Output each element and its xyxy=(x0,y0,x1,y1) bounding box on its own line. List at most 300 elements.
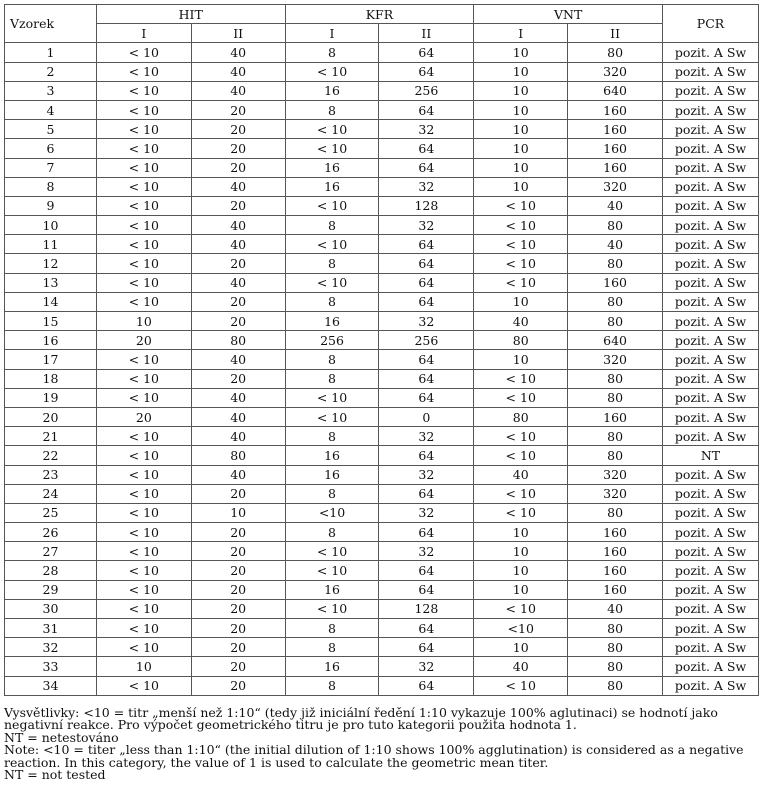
cell-pcr: pozit. A Sw xyxy=(663,139,759,158)
header-row-subgroups xyxy=(5,24,759,43)
cell-kfr-ii: 32 xyxy=(379,216,474,235)
cell-hit-ii: 20 xyxy=(191,369,285,388)
subheader-vnt-i: I xyxy=(474,24,568,43)
cell-vnt-ii: 80 xyxy=(568,292,663,311)
cell-hit-ii: 40 xyxy=(191,407,285,426)
cell-hit-i: < 10 xyxy=(96,196,191,215)
table-row xyxy=(5,158,759,177)
cell-vnt-i: < 10 xyxy=(474,216,568,235)
table-header xyxy=(5,5,759,43)
cell-kfr-i: 8 xyxy=(285,43,379,62)
cell-vnt-i: < 10 xyxy=(474,235,568,254)
cell-kfr-i: 16 xyxy=(285,81,379,100)
cell-kfr-ii: 64 xyxy=(379,388,474,407)
cell-kfr-i: 16 xyxy=(285,657,379,676)
cell-vnt-i: 10 xyxy=(474,139,568,158)
cell-kfr-ii: 64 xyxy=(379,158,474,177)
cell-vnt-ii: 80 xyxy=(568,446,663,465)
cell-vnt-i: < 10 xyxy=(474,369,568,388)
titer-table xyxy=(4,4,759,696)
cell-pcr: pozit. A Sw xyxy=(663,561,759,580)
cell-vnt-ii: 320 xyxy=(568,177,663,196)
cell-vnt-i: < 10 xyxy=(474,676,568,695)
cell-hit-i: < 10 xyxy=(96,542,191,561)
cell-kfr-ii: 32 xyxy=(379,465,474,484)
cell-kfr-i: 8 xyxy=(285,638,379,657)
cell-kfr-ii: 64 xyxy=(379,523,474,542)
cell-vnt-ii: 80 xyxy=(568,43,663,62)
table-row xyxy=(5,292,759,311)
cell-sample-id: 13 xyxy=(5,273,97,292)
cell-hit-i: < 10 xyxy=(96,43,191,62)
cell-hit-ii: 20 xyxy=(191,254,285,273)
cell-pcr: pozit. A Sw xyxy=(663,43,759,62)
table-row xyxy=(5,369,759,388)
cell-sample-id: 19 xyxy=(5,388,97,407)
cell-sample-id: 12 xyxy=(5,254,97,273)
cell-sample-id: 24 xyxy=(5,484,97,503)
sample-header: Vzorek xyxy=(5,5,97,43)
cell-kfr-ii: 32 xyxy=(379,312,474,331)
cell-sample-id: 33 xyxy=(5,657,97,676)
cell-kfr-ii: 256 xyxy=(379,81,474,100)
cell-kfr-i: < 10 xyxy=(285,120,379,139)
cell-vnt-i: 10 xyxy=(474,81,568,100)
cell-kfr-i: 8 xyxy=(285,216,379,235)
footnote-cz-explanation: Vysvětlivky: <10 = titr „menší než 1:10“ (tedy již iniciální ředění 1:10 vykazuje 100% aglutinaci) se hodnotí jako negativní reakce. Pro výpočet geometrického titru je pro tuto kategorii použita hodnota 1. xyxy=(4,705,718,733)
cell-hit-i: < 10 xyxy=(96,465,191,484)
cell-vnt-ii: 80 xyxy=(568,254,663,273)
table-row xyxy=(5,120,759,139)
cell-kfr-ii: 64 xyxy=(379,273,474,292)
cell-kfr-ii: 0 xyxy=(379,407,474,426)
cell-pcr: pozit. A Sw xyxy=(663,484,759,503)
cell-kfr-ii: 64 xyxy=(379,235,474,254)
table-row xyxy=(5,331,759,350)
cell-kfr-i: 8 xyxy=(285,292,379,311)
cell-hit-i: < 10 xyxy=(96,292,191,311)
cell-vnt-ii: 320 xyxy=(568,62,663,81)
cell-pcr: pozit. A Sw xyxy=(663,388,759,407)
cell-hit-ii: 20 xyxy=(191,580,285,599)
table-row xyxy=(5,657,759,676)
pcr-header: PCR xyxy=(663,5,759,43)
cell-vnt-i: <10 xyxy=(474,619,568,638)
cell-kfr-ii: 32 xyxy=(379,120,474,139)
table-row xyxy=(5,638,759,657)
cell-vnt-i: 10 xyxy=(474,292,568,311)
cell-sample-id: 17 xyxy=(5,350,97,369)
cell-sample-id: 6 xyxy=(5,139,97,158)
table-row xyxy=(5,523,759,542)
cell-kfr-i: 8 xyxy=(285,619,379,638)
cell-kfr-i: 256 xyxy=(285,331,379,350)
cell-sample-id: 5 xyxy=(5,120,97,139)
table-row xyxy=(5,139,759,158)
table-row xyxy=(5,312,759,331)
cell-kfr-i: < 10 xyxy=(285,407,379,426)
table-row xyxy=(5,254,759,273)
cell-vnt-i: 10 xyxy=(474,100,568,119)
cell-kfr-i: 8 xyxy=(285,100,379,119)
cell-kfr-ii: 64 xyxy=(379,369,474,388)
footnote-en-explanation: Note: <10 = titer „less than 1:10“ (the initial dilution of 1:10 shows 100% agglutination) is considered as a negative reaction. In this category, the value of 1 is used to calculate the geometric mean titer. xyxy=(4,742,744,770)
cell-vnt-i: < 10 xyxy=(474,503,568,522)
cell-hit-ii: 40 xyxy=(191,427,285,446)
cell-hit-ii: 20 xyxy=(191,542,285,561)
cell-vnt-i: 40 xyxy=(474,465,568,484)
cell-sample-id: 29 xyxy=(5,580,97,599)
cell-hit-ii: 20 xyxy=(191,312,285,331)
cell-hit-ii: 80 xyxy=(191,331,285,350)
cell-kfr-i: 16 xyxy=(285,312,379,331)
cell-kfr-i: 8 xyxy=(285,427,379,446)
cell-kfr-i: 16 xyxy=(285,580,379,599)
cell-hit-i: < 10 xyxy=(96,427,191,446)
cell-kfr-ii: 64 xyxy=(379,350,474,369)
subheader-hit-i: I xyxy=(96,24,191,43)
cell-vnt-ii: 160 xyxy=(568,523,663,542)
cell-pcr: pozit. A Sw xyxy=(663,427,759,446)
cell-sample-id: 20 xyxy=(5,407,97,426)
cell-sample-id: 9 xyxy=(5,196,97,215)
cell-vnt-ii: 80 xyxy=(568,369,663,388)
cell-pcr: pozit. A Sw xyxy=(663,523,759,542)
cell-hit-ii: 20 xyxy=(191,638,285,657)
cell-kfr-i: < 10 xyxy=(285,388,379,407)
cell-hit-i: 10 xyxy=(96,657,191,676)
cell-vnt-i: < 10 xyxy=(474,254,568,273)
cell-hit-ii: 20 xyxy=(191,523,285,542)
cell-vnt-i: 10 xyxy=(474,542,568,561)
cell-vnt-ii: 320 xyxy=(568,465,663,484)
cell-vnt-i: < 10 xyxy=(474,273,568,292)
cell-hit-ii: 40 xyxy=(191,350,285,369)
cell-vnt-i: 40 xyxy=(474,657,568,676)
cell-kfr-i: < 10 xyxy=(285,599,379,618)
cell-pcr: pozit. A Sw xyxy=(663,465,759,484)
cell-kfr-i: 8 xyxy=(285,254,379,273)
table-body xyxy=(5,43,759,695)
cell-kfr-ii: 64 xyxy=(379,62,474,81)
cell-kfr-ii: 32 xyxy=(379,427,474,446)
footnotes xyxy=(4,707,759,781)
footnote-cz-nt: NT = netestováno xyxy=(4,729,119,745)
cell-vnt-ii: 320 xyxy=(568,484,663,503)
cell-sample-id: 28 xyxy=(5,561,97,580)
cell-sample-id: 26 xyxy=(5,523,97,542)
cell-hit-ii: 40 xyxy=(191,235,285,254)
cell-hit-ii: 20 xyxy=(191,139,285,158)
cell-kfr-ii: 64 xyxy=(379,446,474,465)
cell-vnt-ii: 80 xyxy=(568,216,663,235)
cell-pcr: pozit. A Sw xyxy=(663,254,759,273)
cell-hit-i: < 10 xyxy=(96,580,191,599)
table-row xyxy=(5,561,759,580)
group-header-kfr: KFR xyxy=(285,5,474,24)
cell-sample-id: 11 xyxy=(5,235,97,254)
cell-pcr: pozit. A Sw xyxy=(663,369,759,388)
cell-vnt-i: < 10 xyxy=(474,427,568,446)
cell-sample-id: 7 xyxy=(5,158,97,177)
cell-kfr-i: < 10 xyxy=(285,542,379,561)
cell-vnt-i: 10 xyxy=(474,120,568,139)
cell-hit-i: < 10 xyxy=(96,484,191,503)
cell-hit-i: < 10 xyxy=(96,350,191,369)
cell-hit-i: < 10 xyxy=(96,273,191,292)
cell-vnt-ii: 80 xyxy=(568,676,663,695)
cell-hit-i: < 10 xyxy=(96,158,191,177)
cell-kfr-ii: 64 xyxy=(379,43,474,62)
cell-sample-id: 14 xyxy=(5,292,97,311)
table-row xyxy=(5,177,759,196)
cell-kfr-ii: 64 xyxy=(379,638,474,657)
cell-hit-ii: 40 xyxy=(191,81,285,100)
cell-hit-i: 20 xyxy=(96,407,191,426)
table-row xyxy=(5,580,759,599)
table-row xyxy=(5,196,759,215)
cell-pcr: NT xyxy=(663,446,759,465)
cell-hit-ii: 20 xyxy=(191,619,285,638)
cell-pcr: pozit. A Sw xyxy=(663,120,759,139)
cell-vnt-ii: 160 xyxy=(568,158,663,177)
cell-kfr-i: 16 xyxy=(285,158,379,177)
cell-pcr: pozit. A Sw xyxy=(663,62,759,81)
cell-pcr: pozit. A Sw xyxy=(663,273,759,292)
cell-hit-ii: 40 xyxy=(191,465,285,484)
cell-kfr-ii: 64 xyxy=(379,619,474,638)
cell-hit-i: < 10 xyxy=(96,62,191,81)
cell-kfr-i: < 10 xyxy=(285,273,379,292)
cell-vnt-i: 10 xyxy=(474,62,568,81)
cell-vnt-ii: 40 xyxy=(568,196,663,215)
cell-hit-ii: 40 xyxy=(191,273,285,292)
table-row xyxy=(5,446,759,465)
cell-kfr-ii: 32 xyxy=(379,542,474,561)
table-row xyxy=(5,388,759,407)
table-row xyxy=(5,235,759,254)
cell-vnt-ii: 160 xyxy=(568,139,663,158)
cell-kfr-ii: 256 xyxy=(379,331,474,350)
subheader-hit-ii: II xyxy=(191,24,285,43)
cell-vnt-i: 10 xyxy=(474,177,568,196)
cell-kfr-i: 8 xyxy=(285,676,379,695)
cell-pcr: pozit. A Sw xyxy=(663,81,759,100)
cell-vnt-i: 80 xyxy=(474,331,568,350)
cell-hit-i: < 10 xyxy=(96,100,191,119)
cell-vnt-i: 10 xyxy=(474,350,568,369)
cell-sample-id: 4 xyxy=(5,100,97,119)
table-row xyxy=(5,62,759,81)
table-row xyxy=(5,350,759,369)
cell-hit-i: < 10 xyxy=(96,503,191,522)
cell-pcr: pozit. A Sw xyxy=(663,657,759,676)
cell-sample-id: 8 xyxy=(5,177,97,196)
cell-hit-ii: 40 xyxy=(191,388,285,407)
cell-hit-ii: 80 xyxy=(191,446,285,465)
cell-kfr-ii: 128 xyxy=(379,599,474,618)
cell-sample-id: 3 xyxy=(5,81,97,100)
cell-kfr-i: 8 xyxy=(285,484,379,503)
cell-hit-ii: 20 xyxy=(191,561,285,580)
cell-hit-ii: 10 xyxy=(191,503,285,522)
cell-hit-ii: 20 xyxy=(191,676,285,695)
table-row xyxy=(5,484,759,503)
cell-vnt-ii: 320 xyxy=(568,350,663,369)
cell-vnt-ii: 80 xyxy=(568,312,663,331)
cell-hit-i: < 10 xyxy=(96,369,191,388)
cell-pcr: pozit. A Sw xyxy=(663,580,759,599)
table-row xyxy=(5,676,759,695)
cell-sample-id: 18 xyxy=(5,369,97,388)
cell-vnt-i: 10 xyxy=(474,523,568,542)
cell-sample-id: 2 xyxy=(5,62,97,81)
cell-sample-id: 15 xyxy=(5,312,97,331)
cell-vnt-ii: 80 xyxy=(568,638,663,657)
cell-hit-ii: 20 xyxy=(191,158,285,177)
cell-pcr: pozit. A Sw xyxy=(663,100,759,119)
cell-hit-i: < 10 xyxy=(96,446,191,465)
cell-hit-ii: 20 xyxy=(191,599,285,618)
table-row xyxy=(5,503,759,522)
cell-vnt-ii: 80 xyxy=(568,427,663,446)
cell-hit-i: < 10 xyxy=(96,676,191,695)
cell-hit-i: < 10 xyxy=(96,254,191,273)
cell-hit-i: < 10 xyxy=(96,561,191,580)
cell-kfr-ii: 64 xyxy=(379,254,474,273)
cell-hit-ii: 20 xyxy=(191,196,285,215)
table-row xyxy=(5,81,759,100)
cell-sample-id: 31 xyxy=(5,619,97,638)
cell-hit-i: < 10 xyxy=(96,81,191,100)
cell-hit-i: < 10 xyxy=(96,216,191,235)
cell-sample-id: 16 xyxy=(5,331,97,350)
cell-vnt-ii: 640 xyxy=(568,81,663,100)
cell-hit-i: 10 xyxy=(96,312,191,331)
table-row xyxy=(5,273,759,292)
cell-hit-ii: 40 xyxy=(191,62,285,81)
cell-hit-ii: 20 xyxy=(191,484,285,503)
cell-pcr: pozit. A Sw xyxy=(663,158,759,177)
cell-vnt-ii: 80 xyxy=(568,619,663,638)
cell-hit-ii: 40 xyxy=(191,177,285,196)
cell-vnt-i: < 10 xyxy=(474,388,568,407)
cell-sample-id: 30 xyxy=(5,599,97,618)
cell-vnt-i: < 10 xyxy=(474,599,568,618)
cell-hit-ii: 20 xyxy=(191,100,285,119)
cell-hit-i: < 10 xyxy=(96,235,191,254)
cell-kfr-i: 16 xyxy=(285,465,379,484)
cell-hit-i: < 10 xyxy=(96,139,191,158)
cell-kfr-i: <10 xyxy=(285,503,379,522)
cell-vnt-i: 10 xyxy=(474,638,568,657)
cell-sample-id: 27 xyxy=(5,542,97,561)
cell-hit-i: < 10 xyxy=(96,638,191,657)
cell-hit-i: < 10 xyxy=(96,619,191,638)
table-row xyxy=(5,542,759,561)
cell-hit-ii: 40 xyxy=(191,216,285,235)
cell-hit-ii: 20 xyxy=(191,120,285,139)
cell-sample-id: 10 xyxy=(5,216,97,235)
cell-vnt-ii: 160 xyxy=(568,120,663,139)
cell-hit-ii: 20 xyxy=(191,657,285,676)
cell-vnt-ii: 160 xyxy=(568,542,663,561)
cell-vnt-i: < 10 xyxy=(474,446,568,465)
cell-vnt-ii: 40 xyxy=(568,599,663,618)
cell-vnt-ii: 160 xyxy=(568,273,663,292)
cell-pcr: pozit. A Sw xyxy=(663,619,759,638)
cell-hit-i: < 10 xyxy=(96,523,191,542)
cell-vnt-i: 10 xyxy=(474,561,568,580)
cell-vnt-i: 40 xyxy=(474,312,568,331)
cell-hit-i: < 10 xyxy=(96,388,191,407)
cell-kfr-ii: 32 xyxy=(379,503,474,522)
cell-kfr-ii: 64 xyxy=(379,484,474,503)
cell-sample-id: 32 xyxy=(5,638,97,657)
group-header-vnt: VNT xyxy=(474,5,663,24)
table-row xyxy=(5,619,759,638)
cell-pcr: pozit. A Sw xyxy=(663,542,759,561)
cell-pcr: pozit. A Sw xyxy=(663,235,759,254)
cell-pcr: pozit. A Sw xyxy=(663,312,759,331)
cell-sample-id: 21 xyxy=(5,427,97,446)
cell-hit-i: < 10 xyxy=(96,120,191,139)
subheader-vnt-ii: II xyxy=(568,24,663,43)
cell-vnt-i: < 10 xyxy=(474,196,568,215)
cell-kfr-i: 8 xyxy=(285,523,379,542)
cell-vnt-ii: 640 xyxy=(568,331,663,350)
cell-pcr: pozit. A Sw xyxy=(663,196,759,215)
cell-pcr: pozit. A Sw xyxy=(663,599,759,618)
cell-kfr-i: < 10 xyxy=(285,62,379,81)
cell-pcr: pozit. A Sw xyxy=(663,177,759,196)
cell-kfr-i: 16 xyxy=(285,177,379,196)
cell-kfr-i: < 10 xyxy=(285,235,379,254)
cell-pcr: pozit. A Sw xyxy=(663,292,759,311)
cell-kfr-ii: 128 xyxy=(379,196,474,215)
subheader-kfr-ii: II xyxy=(379,24,474,43)
cell-kfr-ii: 32 xyxy=(379,657,474,676)
table-row xyxy=(5,465,759,484)
cell-sample-id: 1 xyxy=(5,43,97,62)
table-row xyxy=(5,599,759,618)
cell-vnt-i: 80 xyxy=(474,407,568,426)
cell-hit-i: 20 xyxy=(96,331,191,350)
cell-hit-i: < 10 xyxy=(96,599,191,618)
cell-sample-id: 34 xyxy=(5,676,97,695)
cell-kfr-i: 8 xyxy=(285,369,379,388)
cell-vnt-i: 10 xyxy=(474,580,568,599)
cell-kfr-ii: 64 xyxy=(379,676,474,695)
cell-kfr-i: < 10 xyxy=(285,196,379,215)
cell-pcr: pozit. A Sw xyxy=(663,638,759,657)
table-row xyxy=(5,216,759,235)
cell-kfr-ii: 64 xyxy=(379,292,474,311)
table-row xyxy=(5,43,759,62)
cell-vnt-i: 10 xyxy=(474,43,568,62)
cell-pcr: pozit. A Sw xyxy=(663,503,759,522)
cell-kfr-i: 16 xyxy=(285,446,379,465)
cell-kfr-ii: 64 xyxy=(379,580,474,599)
footnote-en-nt: NT = not tested xyxy=(4,767,106,783)
cell-kfr-ii: 64 xyxy=(379,139,474,158)
cell-vnt-i: < 10 xyxy=(474,484,568,503)
cell-kfr-i: < 10 xyxy=(285,139,379,158)
cell-sample-id: 23 xyxy=(5,465,97,484)
cell-vnt-ii: 160 xyxy=(568,100,663,119)
table-row xyxy=(5,100,759,119)
cell-vnt-ii: 80 xyxy=(568,388,663,407)
